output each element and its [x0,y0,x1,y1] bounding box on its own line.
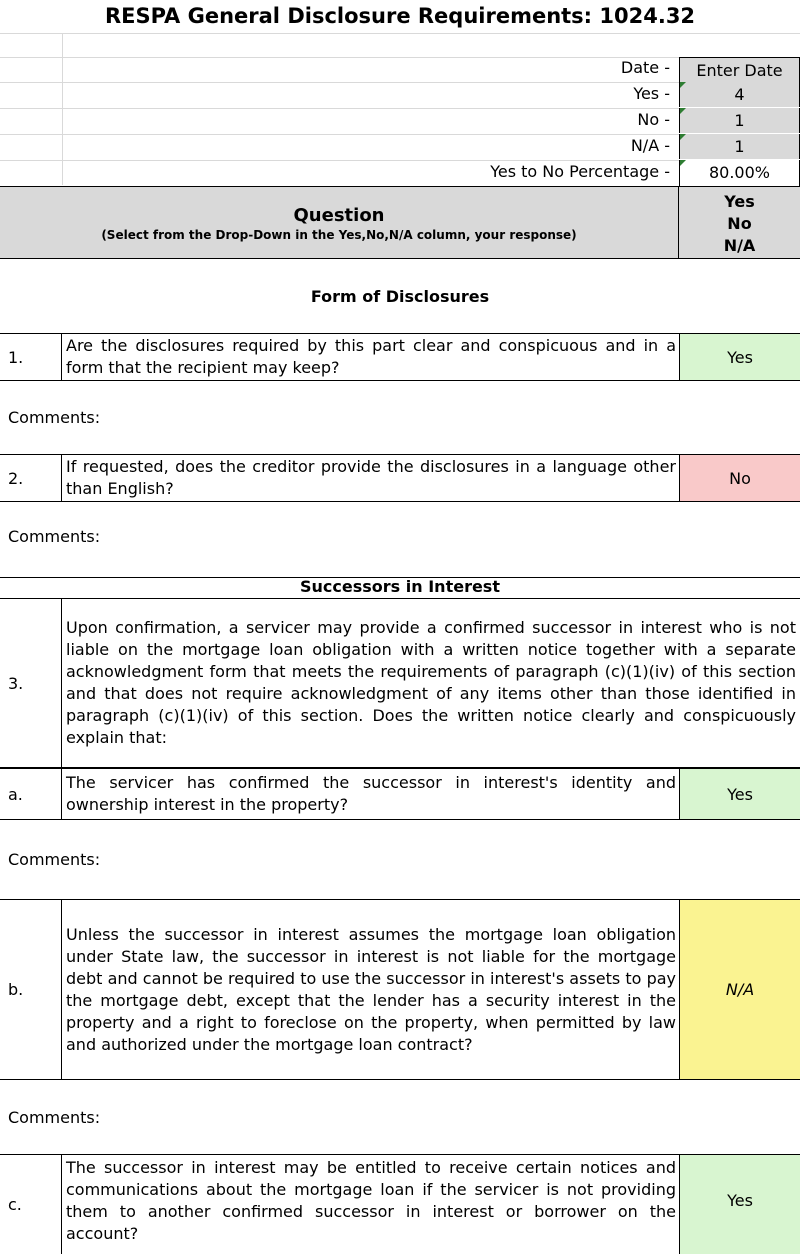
answer-dropdown[interactable]: No [679,455,800,501]
question-number: 1. [0,334,62,380]
question-number: 3. [0,599,62,767]
question-text: The successor in interest may be entitled to receive certain notices and communications about the mortgage loan if the servicer is not providing them to another confirmed successor in interest or borrower on the account? [66,1158,676,1243]
summary-no-label: No - [637,110,670,129]
summary-percentage-label: Yes to No Percentage - [490,162,670,181]
table-row [0,333,800,381]
comments-field[interactable] [0,875,800,899]
comments-label: Comments: [8,527,101,546]
header-na: N/A [723,236,756,255]
header-no: No [727,214,752,233]
header-question-cell [0,187,679,258]
summary-percentage-value[interactable]: 80.00% [679,160,800,186]
question-text: Unless the successor in interest assumes the mortgage loan obligation under State law, the successor in interest is not liable for the mortgage debt and cannot be required to use the successor in interest's assets to pay the mortgage debt, except that the lender has a security interest in the property and a right to foreclose on the property, when permitted by law and authorized under the mortgage loan contract? [66,924,676,1054]
question-number: 2. [0,455,62,501]
comments-field[interactable] [0,433,800,453]
question-text: Are the disclosures required by this part clear and conspicuous and in a form that the recipient may keep? [66,336,676,377]
question-number: b. [0,900,62,1079]
header-response-cell [679,187,800,258]
section-title-form: Form of Disclosures [310,287,490,306]
answer-dropdown[interactable]: Yes [679,334,800,380]
question-text: If requested, does the creditor provide the disclosures in a language other than English? [66,457,676,498]
summary-yes-label: Yes - [633,84,670,103]
comments-label: Comments: [8,1108,101,1127]
table-row [0,598,800,768]
answer-dropdown[interactable]: Yes [679,769,800,819]
comments-label: Comments: [8,408,101,427]
summary-date-label: Date - [620,58,670,77]
summary-na-label: N/A - [630,136,670,155]
page-title: RESPA General Disclosure Requirements: 1024.32 [104,4,696,28]
table-row [0,454,800,502]
table-row [0,768,800,820]
summary-date-value[interactable]: Enter Date [679,57,800,82]
question-text: Upon confirmation, a servicer may provide a confirmed successor in interest who is not liable on the mortgage loan obligation with a written notice together with a separate acknowledgment form that meets the requirements of paragraph (c)(1)(iv) of this section and that does not require acknowledgment of any items other than those identified in paragraph (c)(1)(iv) of this section. Does the written notice clearly and conspicuously explain that: [66,618,796,747]
question-number: a. [0,769,62,819]
question-number: c. [0,1155,62,1254]
table-row [0,899,800,1080]
summary-no-value[interactable]: 1 [679,108,800,133]
header-instruction: (Select from the Drop-Down in the Yes,No,N/A column, your response) [101,228,577,242]
table-row [0,1154,800,1254]
section-title-successors: Successors in Interest [300,577,500,596]
comments-field[interactable] [0,552,800,576]
answer-dropdown[interactable]: N/A [679,900,800,1079]
comments-label: Comments: [8,850,101,869]
comments-field[interactable] [0,1133,800,1153]
answer-dropdown[interactable]: Yes [679,1155,800,1254]
summary-na-value[interactable]: 1 [679,134,800,159]
header-question-title: Question [293,205,385,226]
header-yes: Yes [724,192,755,211]
question-text: The servicer has confirmed the successor in interest's identity and ownership interest in the property? [66,773,676,814]
question-header [0,186,800,259]
summary-yes-value[interactable]: 4 [679,82,800,107]
